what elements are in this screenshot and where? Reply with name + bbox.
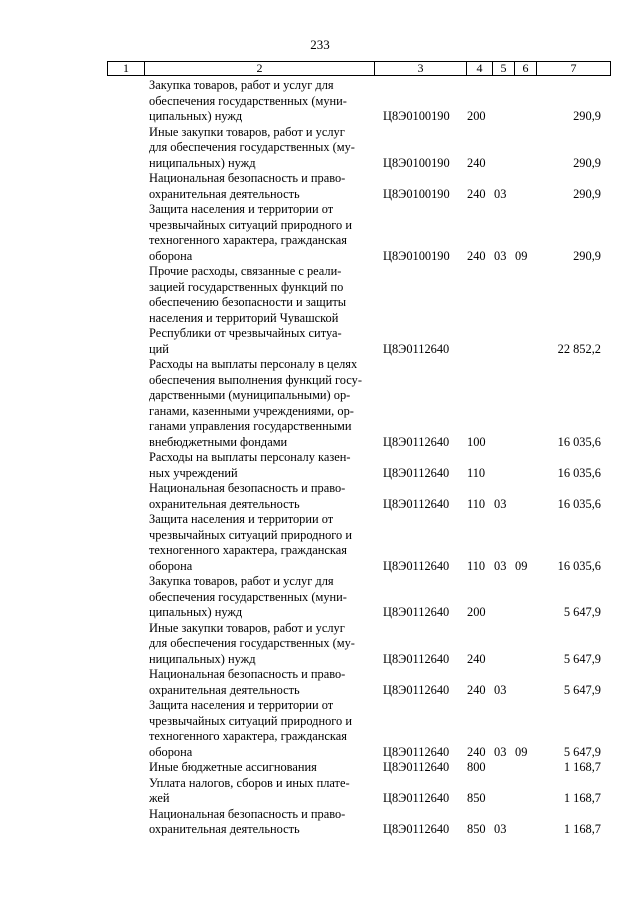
header-col-7: 7	[570, 61, 577, 75]
description-line: обеспечения выполнения функций госу-	[149, 372, 362, 387]
description-line: населения и территорий Чувашской	[149, 310, 339, 325]
cell-amount: 5 647,9	[563, 605, 601, 619]
row-description	[149, 78, 368, 125]
description-line: Иные закупки товаров, работ и услуг	[149, 620, 345, 635]
cell-subsection: 09	[515, 248, 528, 263]
cell-target-code: Ц8Э0112640	[383, 341, 450, 356]
cell-expense-type: 240	[467, 155, 486, 170]
description-line: ципальных) нужд	[149, 605, 243, 619]
row-description	[149, 450, 368, 481]
row-description	[149, 202, 368, 264]
table-row	[0, 171, 640, 202]
description-line: чрезвычайных ситуаций природного и	[149, 713, 352, 728]
cell-section: 03	[494, 822, 507, 836]
cell-expense-type: 240	[467, 186, 486, 201]
cell-expense-type: 200	[467, 109, 486, 123]
description-line: Расходы на выплаты персоналу в целях	[149, 357, 358, 371]
cell-target-code: Ц8Э0112640	[383, 605, 450, 619]
cell-target-code: Ц8Э0100190	[383, 155, 450, 170]
cell-amount: 16 035,6	[557, 496, 601, 511]
page-number: 233	[310, 37, 330, 52]
row-description	[149, 698, 368, 760]
cell-amount: 5 647,9	[563, 744, 601, 759]
description-line: Защита населения и территории от	[149, 512, 334, 526]
description-line: ципальных) нужд	[149, 109, 243, 123]
cell-amount: 16 035,6	[557, 558, 601, 573]
row-description	[149, 171, 368, 202]
row-description	[149, 574, 368, 621]
table-row	[0, 698, 640, 760]
description-line: дарственными (муниципальными) ор-	[149, 388, 351, 402]
description-line: Иные бюджетные ассигнования	[149, 760, 317, 774]
description-line: чрезвычайных ситуаций природного и	[149, 217, 352, 232]
cell-amount: 16 035,6	[557, 434, 601, 449]
description-line: ганами, казенными учреждениями, ор-	[149, 403, 354, 418]
description-line: жей	[149, 791, 170, 805]
description-line: Закупка товаров, работ и услуг для	[149, 78, 334, 92]
row-description	[149, 512, 368, 574]
row-description	[149, 667, 368, 698]
description-line: Уплата налогов, сборов и иных плате-	[149, 775, 350, 790]
description-line: зацией государственных функций по	[149, 279, 344, 294]
cell-section: 03	[494, 496, 507, 511]
cell-section: 03	[494, 682, 507, 697]
description-line: Национальная безопасность и право-	[149, 667, 346, 681]
description-line: Защита населения и территории от	[149, 202, 334, 216]
description-line: Закупка товаров, работ и услуг для	[149, 574, 334, 588]
table-row	[0, 667, 640, 698]
description-line: Иные закупки товаров, работ и услуг	[149, 124, 345, 139]
table-header	[107, 61, 611, 76]
header-col-1: 1	[108, 62, 145, 75]
cell-expense-type: 800	[467, 760, 486, 774]
table-row	[0, 512, 640, 574]
description-line: ных учреждений	[149, 465, 238, 480]
cell-amount: 290,9	[573, 155, 601, 170]
table-row	[0, 202, 640, 264]
header-col-2: 2	[145, 62, 375, 75]
row-description	[149, 807, 368, 838]
cell-amount: 290,9	[573, 248, 601, 263]
header-col-5: 5	[493, 62, 515, 75]
cell-target-code: Ц8Э0112640	[383, 760, 450, 774]
cell-target-code: Ц8Э0112640	[383, 682, 450, 697]
cell-subsection: 09	[515, 744, 528, 759]
row-description	[149, 357, 368, 450]
description-line: техногенного характера, гражданская	[149, 233, 347, 247]
header-col-6: 6	[515, 62, 537, 75]
description-line: техногенного характера, гражданская	[149, 729, 347, 743]
description-line: оборона	[149, 744, 193, 759]
description-line: для обеспечения государственных (му-	[149, 140, 355, 154]
row-description	[149, 264, 368, 357]
row-description	[149, 776, 368, 807]
cell-target-code: Ц8Э0100190	[383, 186, 450, 201]
cell-target-code: Ц8Э0112640	[383, 791, 450, 805]
cell-amount: 1 168,7	[563, 760, 601, 774]
cell-target-code: Ц8Э0100190	[383, 248, 450, 263]
description-line: внебюджетными фондами	[149, 434, 288, 449]
table-row	[0, 78, 640, 125]
table-row	[0, 357, 640, 450]
cell-target-code: Ц8Э0100190	[383, 109, 450, 123]
cell-target-code: Ц8Э0112640	[383, 465, 450, 480]
cell-expense-type: 850	[467, 791, 486, 805]
description-line: Прочие расходы, связанные с реали-	[149, 264, 342, 278]
cell-amount: 5 647,9	[563, 651, 601, 666]
table-row	[0, 621, 640, 668]
row-description	[149, 760, 368, 776]
table-row	[0, 481, 640, 512]
description-line: оборона	[149, 248, 193, 263]
description-line: обеспечения государственных (муни-	[149, 589, 347, 604]
description-line: охранительная деятельность	[149, 682, 300, 697]
row-description	[149, 621, 368, 668]
cell-amount: 1 168,7	[563, 822, 601, 836]
cell-section: 03	[494, 248, 507, 263]
description-line: для обеспечения государственных (му-	[149, 636, 355, 650]
cell-section: 03	[494, 744, 507, 759]
table-body	[0, 78, 640, 838]
description-line: Национальная безопасность и право-	[149, 481, 346, 495]
row-description	[149, 481, 368, 512]
table-row	[0, 450, 640, 481]
description-line: Республики от чрезвычайных ситуа-	[149, 326, 342, 340]
cell-target-code: Ц8Э0112640	[383, 434, 450, 449]
description-line: ниципальных) нужд	[149, 651, 256, 666]
cell-expense-type: 110	[467, 465, 486, 480]
cell-expense-type: 200	[467, 605, 486, 619]
cell-amount: 16 035,6	[557, 465, 601, 480]
description-line: охранительная деятельность	[149, 496, 300, 511]
row-description	[149, 125, 368, 172]
description-line: охранительная деятельность	[149, 186, 300, 201]
description-line: обеспечению безопасности и защиты	[149, 295, 347, 309]
cell-section: 03	[494, 186, 507, 201]
table-row	[0, 125, 640, 172]
description-line: Защита населения и территории от	[149, 698, 334, 712]
cell-section: 03	[494, 558, 507, 573]
table-row	[0, 264, 640, 357]
cell-expense-type: 850	[467, 822, 486, 836]
cell-amount: 22 852,2	[557, 341, 601, 356]
cell-target-code: Ц8Э0112640	[383, 651, 450, 666]
description-line: охранительная деятельность	[149, 822, 300, 836]
description-line: ниципальных) нужд	[149, 155, 256, 170]
cell-target-code: Ц8Э0112640	[383, 558, 450, 573]
cell-expense-type: 110	[467, 558, 486, 573]
cell-expense-type: 240	[467, 744, 486, 759]
description-line: обеспечения государственных (муни-	[149, 93, 347, 108]
cell-expense-type: 240	[467, 651, 486, 666]
cell-expense-type: 100	[467, 434, 486, 449]
cell-target-code: Ц8Э0112640	[383, 822, 450, 836]
description-line: оборона	[149, 558, 193, 573]
description-line: Национальная безопасность и право-	[149, 806, 346, 821]
cell-target-code: Ц8Э0112640	[383, 496, 450, 511]
description-line: техногенного характера, гражданская	[149, 543, 347, 557]
header-col-3: 3	[375, 62, 467, 75]
table-row	[0, 574, 640, 621]
table-row	[0, 807, 640, 838]
cell-amount: 1 168,7	[563, 791, 601, 805]
description-line: ганами управления государственными	[149, 419, 352, 433]
header-col-4: 4	[467, 62, 493, 75]
cell-amount: 290,9	[573, 186, 601, 201]
table-row	[0, 760, 640, 776]
table-row	[0, 776, 640, 807]
description-line: чрезвычайных ситуаций природного и	[149, 527, 352, 542]
cell-expense-type: 240	[467, 682, 486, 697]
cell-subsection: 09	[515, 558, 528, 573]
cell-amount: 290,9	[573, 109, 601, 123]
description-line: Национальная безопасность и право-	[149, 171, 346, 185]
cell-expense-type: 240	[467, 248, 486, 263]
cell-amount: 5 647,9	[563, 682, 601, 697]
description-line: Расходы на выплаты персоналу казен-	[149, 450, 351, 464]
cell-target-code: Ц8Э0112640	[383, 744, 450, 759]
description-line: ций	[149, 341, 169, 356]
cell-expense-type: 110	[467, 496, 486, 511]
